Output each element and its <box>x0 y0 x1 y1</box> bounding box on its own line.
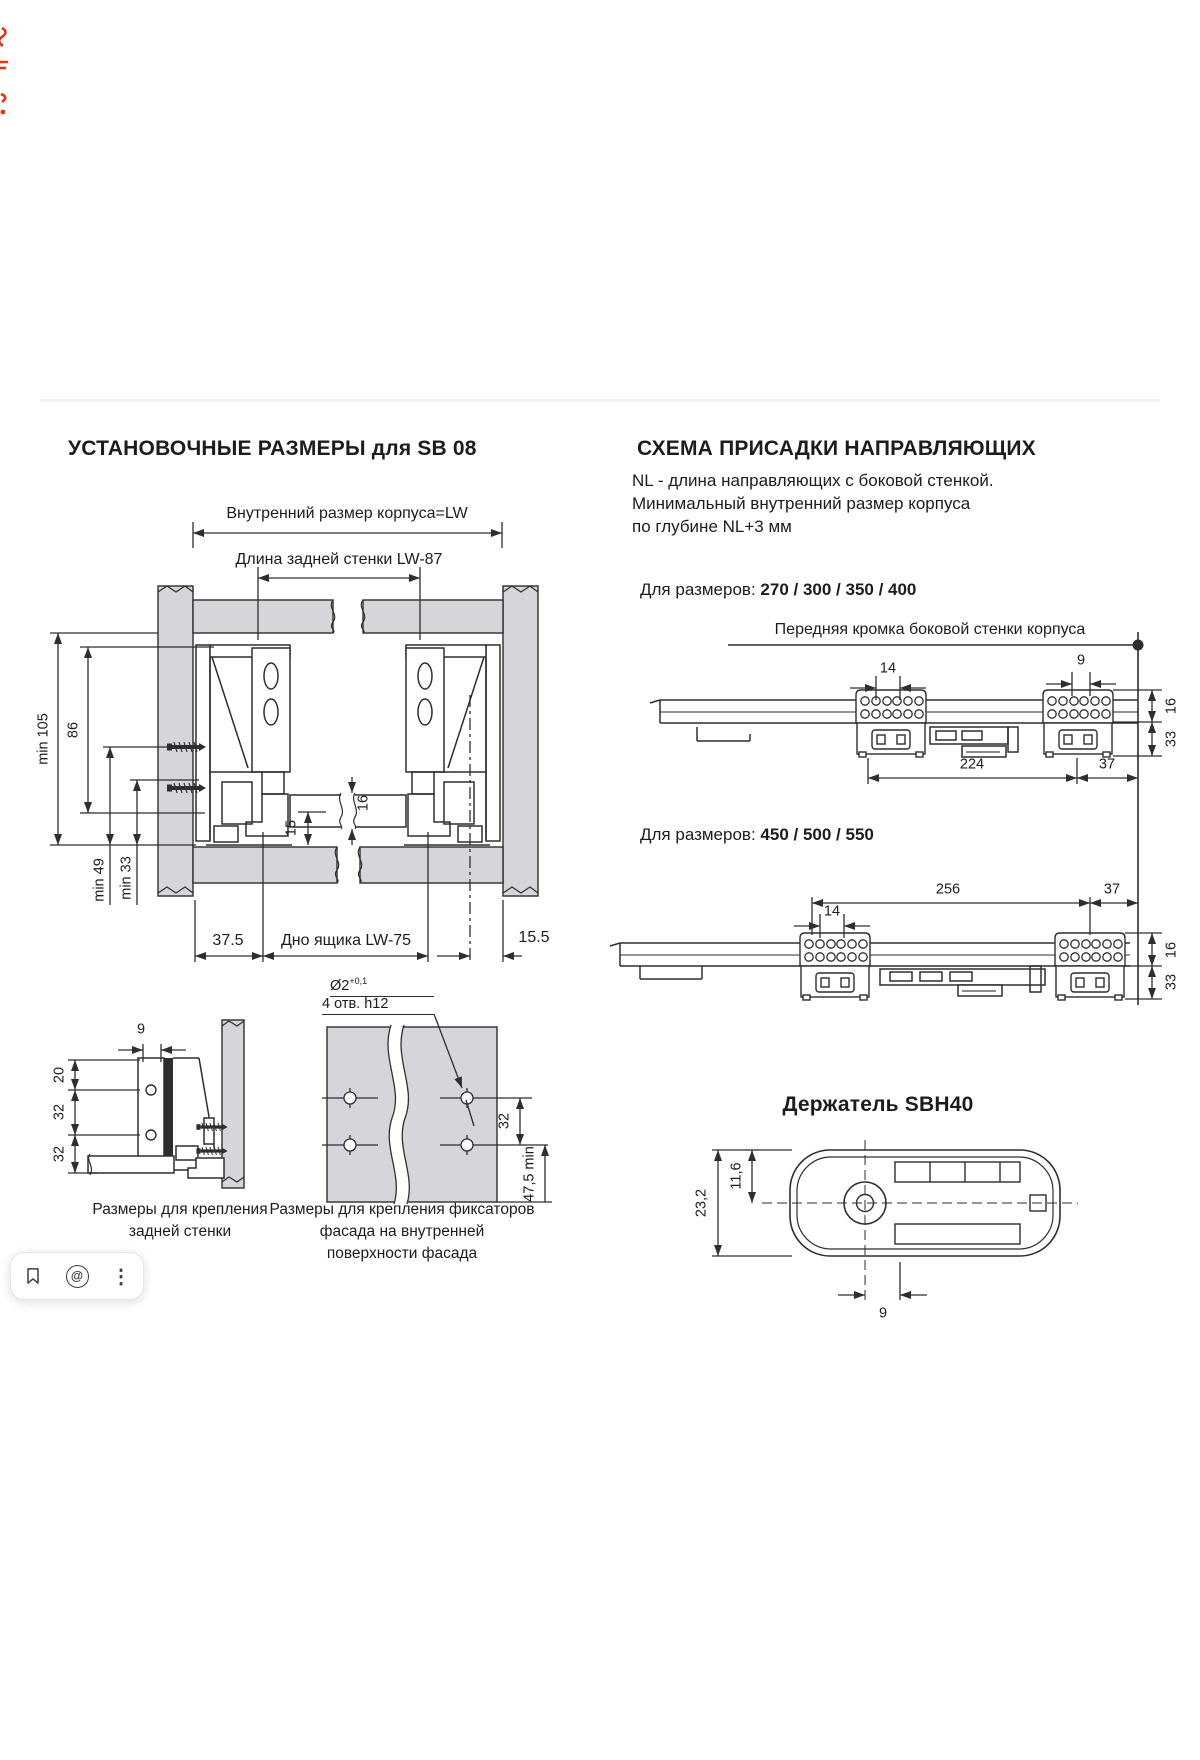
rail2-dim-33: 33 <box>1163 973 1180 991</box>
backwall-caption-line2: задней стенки <box>128 1223 232 1241</box>
sizes-group2-label: Для размеров: <box>640 825 756 845</box>
rail1-dim-14: 14 <box>879 660 897 677</box>
backwall-mounting-drawing <box>68 1020 244 1188</box>
back-wall-length-label: Длина задней стенки LW-87 <box>235 550 443 568</box>
rail1-dim-33: 33 <box>1163 730 1180 748</box>
holder-title: Держатель SBH40 <box>782 1092 974 1116</box>
at-circle-icon: @ <box>66 1265 89 1288</box>
rail2-dim-37: 37 <box>1103 881 1121 898</box>
facade-holes-note: 4 отв. h12 <box>322 996 434 1015</box>
sizes-group2 <box>640 825 874 845</box>
right-section-title: СХЕМА ПРИСАДКИ НАПРАВЛЯЮЩИХ <box>637 436 1036 460</box>
kebab-menu-icon: ⋮ <box>111 1265 131 1288</box>
nl-description-line1: NL - длина направляющих с боковой стенкой. <box>632 471 994 491</box>
sizes-group1-values: 270 / 300 / 350 / 400 <box>760 580 917 600</box>
facade-fixator-plate-drawing <box>322 1014 552 1204</box>
rail1-dim-224: 224 <box>959 756 985 773</box>
at-circle-button[interactable] <box>59 1258 95 1294</box>
sizes-group1-label: Для размеров: <box>640 580 756 600</box>
dim-15-5: 15.5 <box>518 928 550 946</box>
viewer-action-toolbar <box>10 1252 144 1300</box>
bookmark-icon <box>23 1266 43 1286</box>
nl-description-line3: по глубине NL+3 мм <box>632 517 792 537</box>
front-edge-label: Передняя кромка боковой стенки корпуса <box>774 620 1086 638</box>
rail1-dim-16: 16 <box>1163 697 1180 715</box>
rail1-dim-9: 9 <box>1076 652 1086 669</box>
holder-dim-9: 9 <box>878 1305 888 1322</box>
rail2-dim-16: 16 <box>1163 941 1180 959</box>
dim-37-5: 37.5 <box>212 931 244 949</box>
hole-diameter: Ø2 <box>330 977 350 994</box>
backwall-dim-32-top: 32 <box>51 1103 68 1121</box>
drawer-bottom-label: Дно ящика LW-75 <box>280 931 412 949</box>
backwall-dim-20: 20 <box>51 1066 68 1084</box>
nl-description-line2: Минимальный внутренний размер корпуса <box>632 494 971 514</box>
inner-width-label: Внутренний размер корпуса=LW <box>226 504 468 522</box>
sizes-group2-values: 450 / 500 / 550 <box>760 825 874 845</box>
sbh40-holder-drawing <box>712 1140 1078 1302</box>
backwall-dim-32-bottom: 32 <box>51 1145 68 1163</box>
holder-dim-11-6: 11,6 <box>728 1162 745 1190</box>
left-section-title: УСТАНОВОЧНЫЕ РАЗМЕРЫ для SB 08 <box>68 436 477 460</box>
dim-16: 16 <box>355 794 372 812</box>
facade-caption-line2: фасада на внутренней <box>319 1223 485 1241</box>
sizes-group1 <box>640 580 916 600</box>
dim-min-49: min 49 <box>91 858 108 902</box>
facade-dim-32: 32 <box>496 1112 513 1130</box>
rail2-dim-256: 256 <box>935 881 961 898</box>
rail1-dim-37: 37 <box>1098 756 1116 773</box>
dim-min-33: min 33 <box>118 856 135 900</box>
backwall-caption-line1: Размеры для крепления <box>92 1201 268 1219</box>
facade-hole-callout <box>330 976 434 997</box>
hole-tolerance: +0,1 <box>349 976 368 986</box>
facade-dim-47-5: 47,5 min <box>521 1146 538 1202</box>
dim-min-105: min 105 <box>35 713 52 765</box>
rail2-dim-14: 14 <box>823 903 841 920</box>
holder-dim-23-2: 23,2 <box>693 1188 710 1218</box>
facade-caption-line3: поверхности фасада <box>326 1245 478 1263</box>
rail-drilling-schemes-drawing <box>610 632 1162 1005</box>
dim-86: 86 <box>65 721 82 739</box>
page-edge-red-marks <box>0 28 8 114</box>
bookmark-button[interactable] <box>15 1258 51 1294</box>
dim-15: 15 <box>283 819 300 837</box>
more-options-button[interactable] <box>103 1258 139 1294</box>
facade-caption-line1: Размеры для крепления фиксаторов <box>269 1201 535 1219</box>
backwall-dim-9: 9 <box>136 1021 146 1038</box>
